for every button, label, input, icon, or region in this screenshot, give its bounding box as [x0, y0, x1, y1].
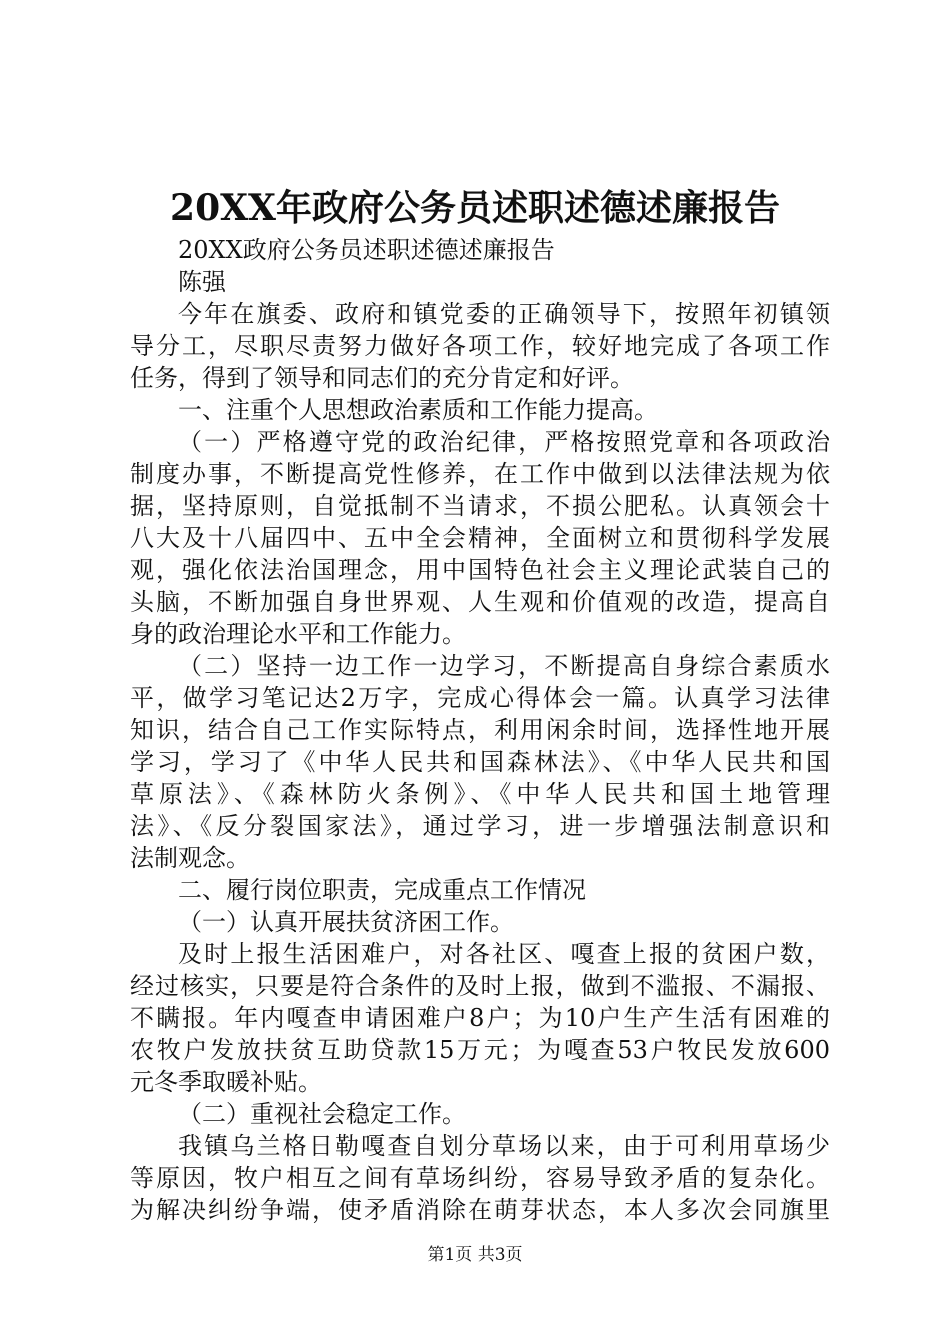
text-line: 今年在旗委、政府和镇党委的正确领导下，按照年初镇领: [178, 300, 830, 328]
text-line: 经过核实，只要是符合条件的及时上报，做到不滥报、不漏报、: [130, 972, 830, 1000]
text-line: 20XX政府公务员述职述德述廉报告: [178, 236, 555, 264]
text-line: 陈强: [178, 268, 226, 296]
text-line: （一）严格遵守党的政治纪律，严格按照党章和各项政治: [178, 428, 830, 456]
text-line: 一、注重个人思想政治素质和工作能力提高。: [178, 396, 658, 424]
text-line: 我镇乌兰格日勒嘎查自划分草场以来，由于可利用草场少: [178, 1132, 830, 1160]
text-line: 八大及十八届四中、五中全会精神，全面树立和贯彻科学发展: [130, 524, 830, 552]
text-line: 农牧户发放扶贫互助贷款15万元；为嘎查53户牧民发放600: [130, 1036, 830, 1064]
document-title: 20XX年政府公务员述职述德述廉报告: [170, 187, 780, 229]
text-line: 平，做学习笔记达2万字，完成心得体会一篇。认真学习法律: [130, 684, 830, 712]
text-line: 元冬季取暖补贴。: [130, 1068, 322, 1096]
text-line: 草原法》、《森林防火条例》、《中华人民共和国土地管理: [130, 780, 830, 808]
text-line: （一）认真开展扶贫济困工作。: [178, 908, 514, 936]
text-line: 二、履行岗位职责，完成重点工作情况: [178, 876, 586, 904]
page-footer: 第1页 共3页: [427, 1245, 523, 1265]
text-line: 及时上报生活困难户，对各社区、嘎查上报的贫困户数，: [178, 940, 830, 968]
text-line: 不瞒报。年内嘎查申请困难户8户；为10户生产生活有困难的: [130, 1004, 830, 1032]
text-line: 任务，得到了领导和同志们的充分肯定和好评。: [130, 364, 634, 392]
text-line: 身的政治理论水平和工作能力。: [130, 620, 466, 648]
text-line: 观，强化依法治国理念，用中国特色社会主义理论武装自己的: [130, 556, 830, 584]
text-line: 法制观念。: [130, 844, 250, 872]
text-line: 等原因，牧户相互之间有草场纠纷，容易导致矛盾的复杂化。: [130, 1164, 830, 1192]
text-line: 导分工，尽职尽责努力做好各项工作，较好地完成了各项工作: [130, 332, 830, 360]
text-line: （二）重视社会稳定工作。: [178, 1100, 466, 1128]
text-line: 知识，结合自己工作实际特点，利用闲余时间，选择性地开展: [130, 716, 830, 744]
document-body: [130, 234, 830, 1226]
text-line: 为解决纠纷争端，使矛盾消除在萌芽状态，本人多次会同旗里: [130, 1196, 830, 1224]
text-line: 法》、《反分裂国家法》，通过学习，进一步增强法制意识和: [130, 812, 830, 840]
text-line: （二）坚持一边工作一边学习，不断提高自身综合素质水: [178, 652, 830, 680]
text-line: 学习，学习了《中华人民共和国森林法》、《中华人民共和国: [130, 748, 830, 776]
text-line: 据，坚持原则，自觉抵制不当请求，不损公肥私。认真领会十: [130, 492, 830, 520]
text-line: 头脑，不断加强自身世界观、人生观和价值观的改造，提高自: [130, 588, 830, 616]
text-line: 制度办事，不断提高党性修养，在工作中做到以法律法规为依: [130, 460, 830, 488]
